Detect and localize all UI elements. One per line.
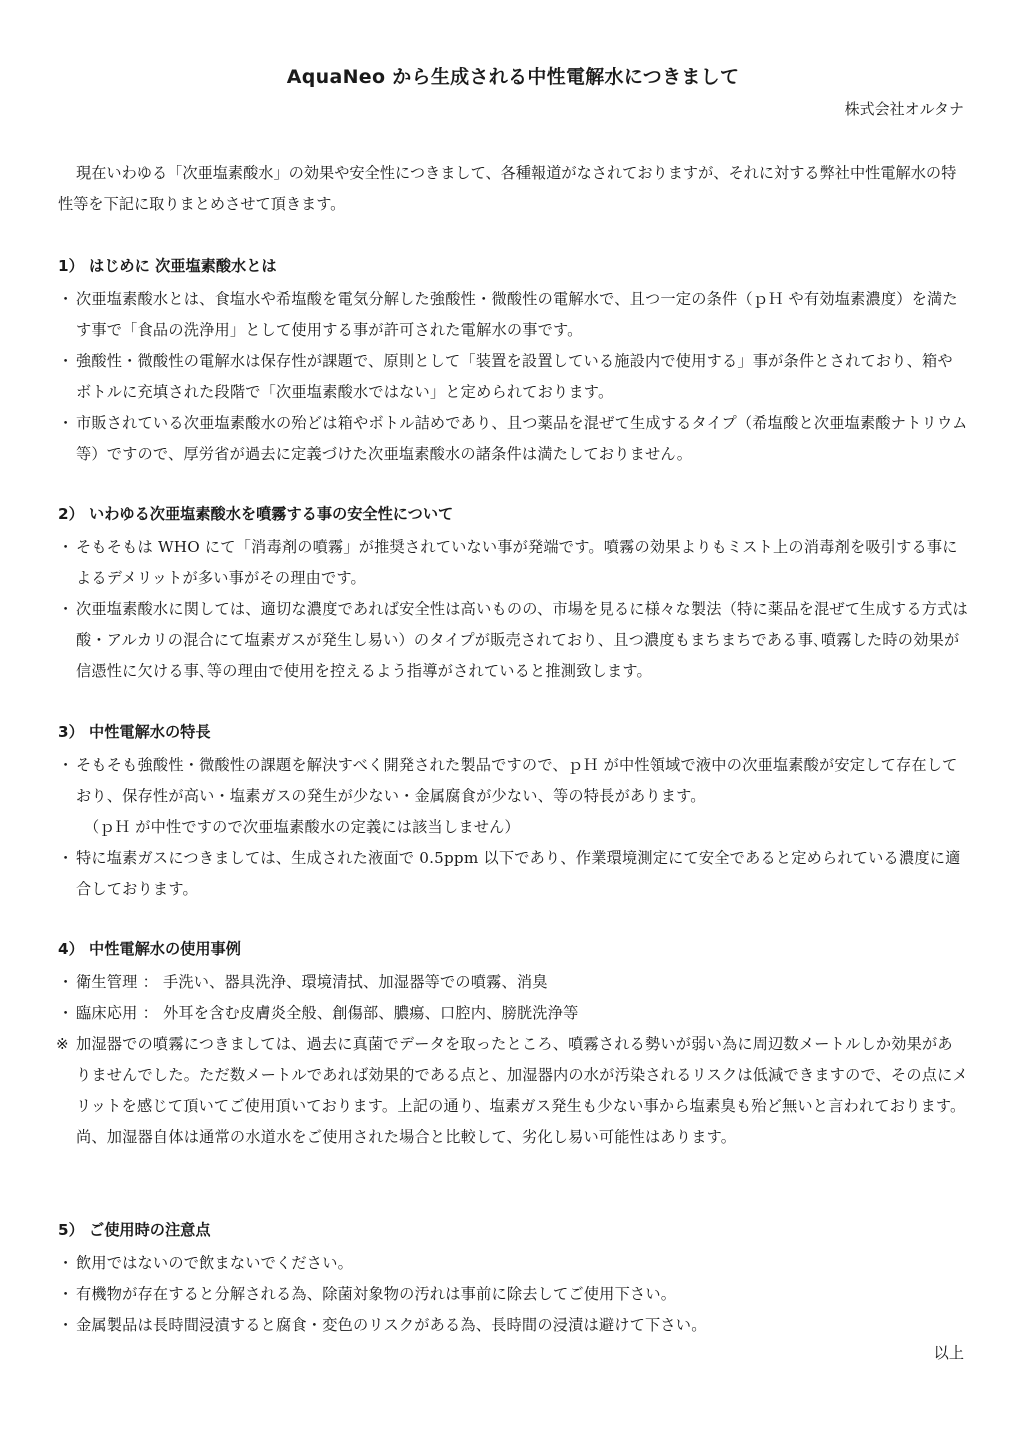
bullet-mark: ・ (58, 352, 74, 370)
list-item (58, 967, 968, 998)
bullet-mark: ・ (58, 756, 74, 774)
list-item-text: 飲用ではないので飲まないでください。 (76, 1254, 353, 1272)
bullet-mark: ・ (58, 600, 74, 618)
list-item (58, 346, 968, 408)
list-item-text: そもそも強酸性・微酸性の課題を解決すべく開発された製品ですので、ｐＨ が中性領域で液中の次亜塩素酸が安定して存在しており、保存性が高い・塩素ガスの発生が少ない・金属腐食が少ない、等の特長があります。 (76, 756, 958, 805)
bullet-mark: ・ (58, 290, 74, 308)
section-heading: 1） はじめに 次亜塩素酸水とは (58, 257, 277, 275)
bullet-mark: ・ (58, 1254, 74, 1272)
section-heading: 3） 中性電解水の特長 (58, 723, 211, 741)
list-item (58, 1248, 968, 1279)
bullet-mark: ・ (58, 1285, 74, 1303)
company-name: 株式会社オルタナ (844, 100, 964, 118)
list-item-text: 次亜塩素酸水とは、食塩水や希塩酸を電気分解した強酸性・微酸性の電解水で、且つ一定の条件（ｐＨ や有効塩素濃度）を満たす事で「食品の洗浄用」として使用する事が許可された電解水の事です。 (76, 290, 958, 339)
section-5 (58, 1216, 968, 1341)
list-item-text: 衛生管理 ： 手洗い、器具洗浄、環境清拭、加湿器等での噴霧、消臭 (76, 973, 548, 991)
list-item-text: 金属製品は長時間浸漬すると腐食・変色のリスクがある為、長時間の浸漬は避けて下さい。 (76, 1316, 707, 1334)
bullet-mark: ・ (58, 538, 74, 556)
section-3 (58, 718, 968, 905)
list-item-text: 特に塩素ガスにつきましては、生成された液面で 0.5ppm 以下であり、作業環境測定にて安全であると定められている濃度に適合しております。 (76, 849, 961, 898)
document-title: AquaNeo から生成される中性電解水につきまして (286, 66, 740, 88)
note-text: 加湿器での噴霧につきましては、過去に真菌でデータを取ったところ、噴霧される勢いが弱い為に周辺数メートルしか効果がありませんでした。ただ数メートルであれば効果的である点と、加湿器内の水が汚染されるリスクは低減できますので、その点にメリットを感じて頂いてご使用頂いております。上記の通り、塩素ガス発生も少ない事から塩素臭も殆ど無いと言われております。尚、加湿器自体は通常の水道水をご使用された場合と比較して、劣化し易い可能性はあります。 (76, 1035, 968, 1146)
list-item (58, 408, 968, 470)
list-item (58, 750, 968, 843)
list-item-text: 次亜塩素酸水に関しては、適切な濃度であれば安全性は高いものの、市場を見るに様々な製法（特に薬品を混ぜて生成する方式は酸・アルカリの混合にて塩素ガスが発生し易い）のタイプが販売されており、且つ濃度もまちまちである事､噴霧した時の効果が信憑性に欠ける事､等の理由で使用を控えるよう指導がされていると推測致します。 (76, 600, 968, 680)
intro-paragraph: 現在いわゆる「次亜塩素酸水」の効果や安全性につきまして、各種報道がなされておりますが、それに対する弊社中性電解水の特性等を下記に取りまとめさせて頂きます。 (58, 164, 957, 213)
bullet-mark: ・ (58, 1004, 74, 1022)
section-heading: 2） いわゆる次亜塩素酸水を噴霧する事の安全性について (58, 505, 454, 523)
list-item (58, 998, 968, 1029)
section-heading: 5） ご使用時の注意点 (58, 1221, 211, 1239)
section-2 (58, 500, 968, 687)
closing-mark: 以上 (933, 1344, 964, 1362)
list-item-text: 強酸性・微酸性の電解水は保存性が課題で、原則として「装置を設置している施設内で使用する」事が条件とされており、箱やボトルに充填された段階で「次亜塩素酸水ではない」と定められております。 (76, 352, 953, 401)
section-1 (58, 252, 968, 470)
section-4 (58, 935, 968, 1153)
note-mark: ※ (56, 1035, 69, 1053)
list-item-text: 有機物が存在すると分解される為、除菌対象物の汚れは事前に除去してご使用下さい。 (76, 1285, 677, 1303)
list-item-text: 市販されている次亜塩素酸水の殆どは箱やボトル詰めであり、且つ薬品を混ぜて生成するタイプ（希塩酸と次亜塩素酸ナトリウム等）ですので、厚労省が過去に定義づけた次亜塩素酸水の諸条件は満たしておりません。 (76, 414, 968, 463)
list-item (58, 284, 968, 346)
bullet-mark: ・ (58, 973, 74, 991)
list-item (58, 1279, 968, 1310)
list-item-text: 臨床応用 ： 外耳を含む皮膚炎全般、創傷部、膿瘍、口腔内、膀胱洗浄等 (76, 1004, 579, 1022)
list-item-subnote: （ｐＨ が中性ですので次亜塩素酸水の定義には該当しません） (84, 818, 520, 836)
list-item-text: そもそもは WHO にて「消毒剤の噴霧」が推奨されていない事が発端です。噴霧の効果よりもミスト上の消毒剤を吸引する事によるデメリットが多い事がその理由です。 (76, 538, 958, 587)
list-item (58, 594, 968, 687)
bullet-mark: ・ (58, 414, 74, 432)
section-heading: 4） 中性電解水の使用事例 (58, 940, 241, 958)
bullet-mark: ・ (58, 849, 74, 867)
note-item (58, 1029, 968, 1153)
bullet-mark: ・ (58, 1316, 74, 1334)
list-item (58, 843, 968, 905)
list-item (58, 532, 968, 594)
list-item (58, 1310, 968, 1341)
